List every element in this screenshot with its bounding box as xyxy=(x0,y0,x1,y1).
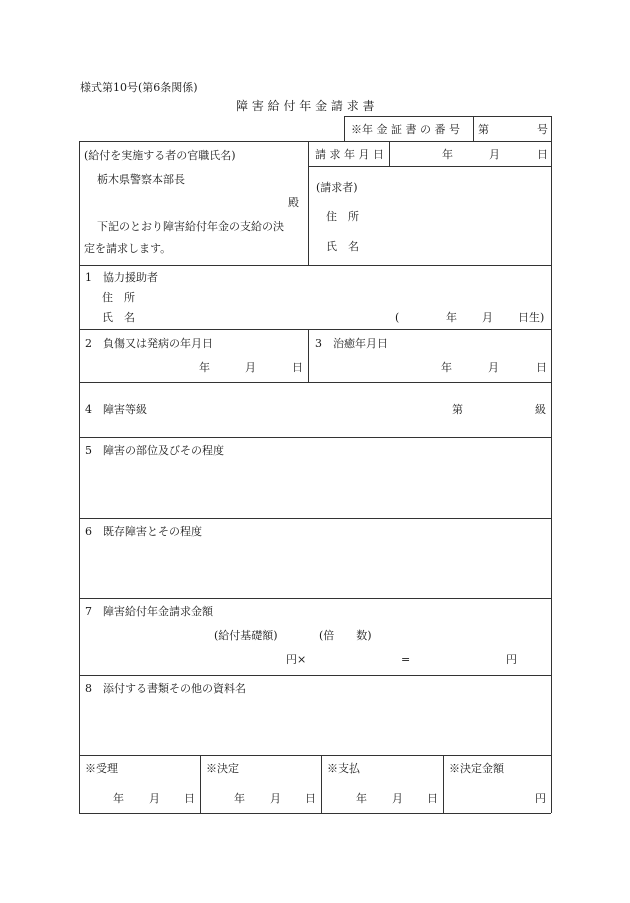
section-2-title: 2 負傷又は発病の年月日 xyxy=(85,337,213,350)
addressee-dono: 殿 xyxy=(288,196,299,209)
rule xyxy=(473,116,474,141)
decision-amount-label: ※決定金額 xyxy=(449,762,504,775)
rule xyxy=(308,141,309,265)
section-7-yen: 円 xyxy=(506,653,517,666)
request-text-line2: 定を請求します。 xyxy=(84,242,172,255)
request-date-day: 日 xyxy=(537,148,548,161)
rule xyxy=(551,116,552,813)
section-8-title: 8 添付する書類その他の資料名 xyxy=(85,682,246,695)
section-3-title: 3 治癒年月日 xyxy=(315,337,388,350)
decision-year: 年 xyxy=(234,792,245,805)
section-3-day: 日 xyxy=(536,361,547,374)
rule xyxy=(79,141,551,142)
rule xyxy=(308,329,309,382)
section-1-year: 年 xyxy=(446,311,457,324)
claimant-address-label: 住 所 xyxy=(326,210,359,223)
claimant-header: (請求者) xyxy=(316,181,358,194)
section-4-kyu: 級 xyxy=(535,403,546,416)
section-2-month: 月 xyxy=(245,361,256,374)
receipt-month: 月 xyxy=(149,792,160,805)
rule xyxy=(79,598,551,599)
request-date-label: 請 求 年 月 日 xyxy=(315,148,384,161)
section-1-month: 月 xyxy=(482,311,493,324)
section-1-title: 1 協力援助者 xyxy=(85,271,158,284)
request-text-line1: 下記のとおり障害給付年金の支給の決 xyxy=(97,220,284,233)
rule xyxy=(389,141,390,166)
rule xyxy=(344,116,551,117)
decision-label: ※決定 xyxy=(206,762,239,775)
decision-month: 月 xyxy=(270,792,281,805)
rule xyxy=(79,518,551,519)
rule xyxy=(79,265,551,266)
section-6-title: 6 既存障害とその程度 xyxy=(85,525,202,538)
rule xyxy=(79,141,80,813)
rule xyxy=(443,755,444,813)
payment-day: 日 xyxy=(427,792,438,805)
decision-amount-yen: 円 xyxy=(535,792,546,805)
rule xyxy=(308,166,551,167)
addressee-header: (給付を実施する者の官職氏名) xyxy=(84,149,236,162)
request-date-year: 年 xyxy=(442,148,453,161)
receipt-label: ※受理 xyxy=(85,762,118,775)
claimant-name-label: 氏 名 xyxy=(326,240,359,253)
section-3-month: 月 xyxy=(488,361,499,374)
decision-day: 日 xyxy=(305,792,316,805)
section-7-base-label: (給付基礎額) xyxy=(214,629,278,642)
rule xyxy=(321,755,322,813)
addressee-name: 栃木県警察本部長 xyxy=(97,173,185,186)
rule xyxy=(79,755,551,756)
rule xyxy=(200,755,201,813)
section-2-day: 日 xyxy=(292,361,303,374)
rule xyxy=(79,329,551,330)
section-1-address-label: 住 所 xyxy=(102,291,135,304)
payment-label: ※支払 xyxy=(327,762,360,775)
section-1-name-label: 氏 名 xyxy=(102,311,135,324)
section-2-year: 年 xyxy=(199,361,210,374)
rule xyxy=(79,813,551,814)
receipt-day: 日 xyxy=(184,792,195,805)
cert-number-go: 号 xyxy=(537,123,548,136)
form-title: 障 害 給 付 年 金 請 求 書 xyxy=(236,99,375,113)
cert-number-label: ※年 金 証 書 の 番 号 xyxy=(351,123,460,136)
section-1-paren: ( xyxy=(395,311,400,324)
section-7-multiplier-label: (倍 数) xyxy=(319,629,372,642)
section-4-title: 4 障害等級 xyxy=(85,403,147,416)
section-7-title: 7 障害給付年金請求金額 xyxy=(85,605,213,618)
section-5-title: 5 障害の部位及びその程度 xyxy=(85,444,224,457)
section-7-yen-times: 円× xyxy=(286,653,307,666)
rule xyxy=(79,675,551,676)
form-number: 様式第10号(第6条関係) xyxy=(80,81,198,94)
section-7-equals: = xyxy=(401,653,411,666)
rule xyxy=(344,116,345,141)
rule xyxy=(79,437,551,438)
section-1-born: 日生) xyxy=(518,311,545,324)
section-4-dai: 第 xyxy=(452,403,463,416)
request-date-month: 月 xyxy=(489,148,500,161)
section-3-year: 年 xyxy=(441,361,452,374)
cert-number-dai: 第 xyxy=(478,123,489,136)
rule xyxy=(79,382,551,383)
payment-year: 年 xyxy=(356,792,367,805)
payment-month: 月 xyxy=(392,792,403,805)
receipt-year: 年 xyxy=(113,792,124,805)
